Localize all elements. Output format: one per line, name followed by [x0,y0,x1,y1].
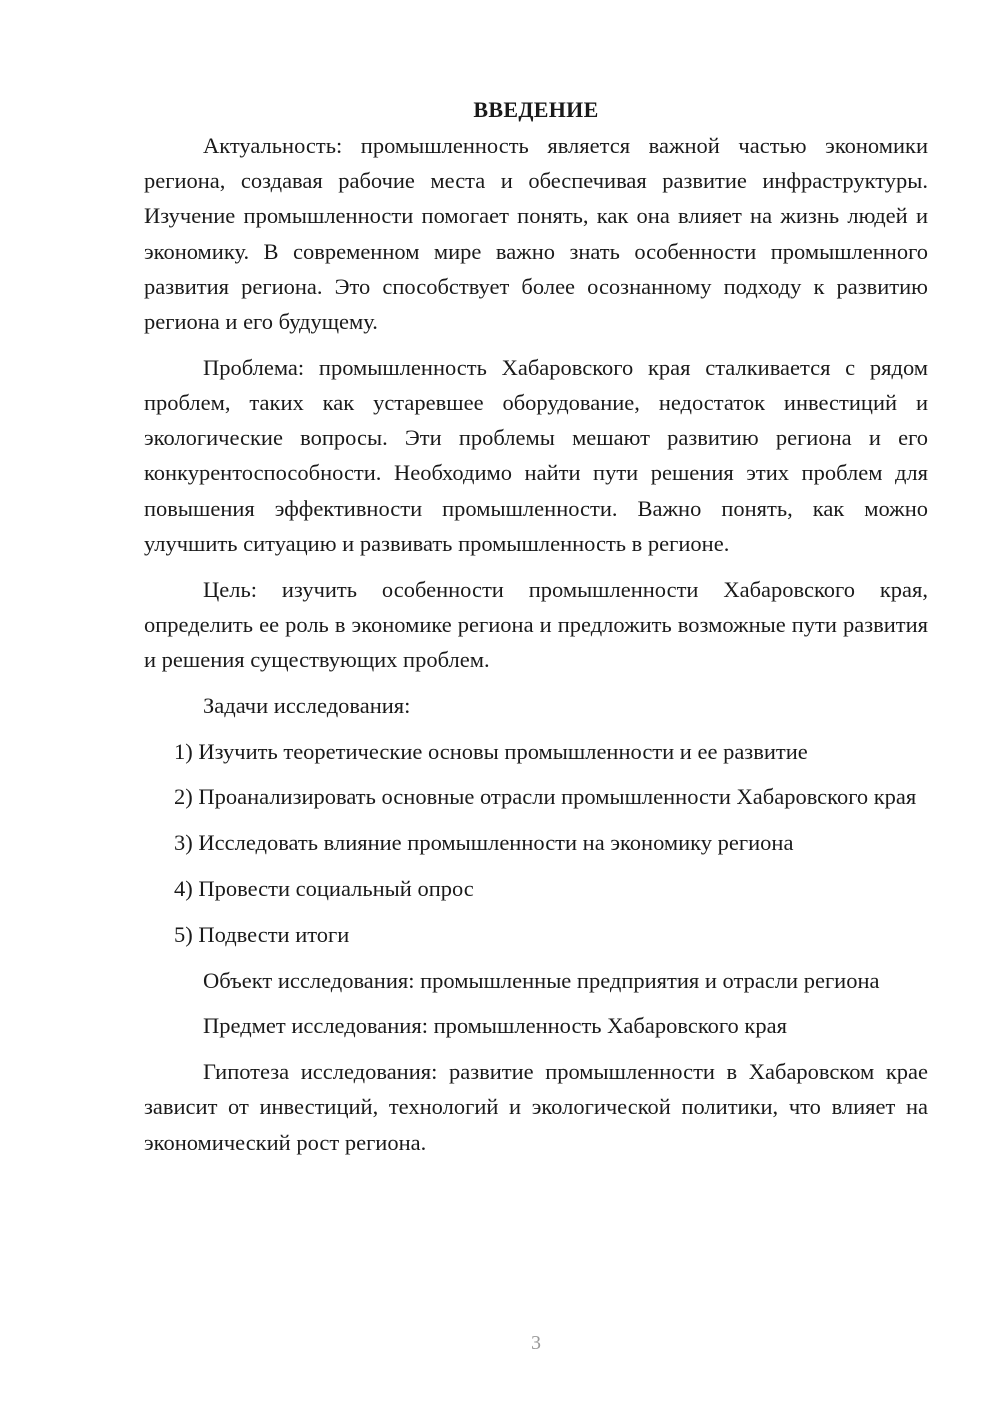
task-item: 5) Подвести итоги [174,921,350,947]
object-paragraph: Объект исследования: промышленные предприятия и отрасли региона [203,967,880,993]
tasks-heading: Задачи исследования: [203,692,411,718]
section-title: ВВЕДЕНИЕ [473,97,599,122]
document-page [144,92,928,1170]
problem-paragraph: Проблема: промышленность Хабаровского края сталкивается с рядом проблем, таких как устаревшее оборудование, недостаток инвестиций и экологические вопросы. Эти проблемы мешают развитию региона и его конкурентоспособности. Необходимо найти пути решения этих проблем для повышения эффективности промышленности. Важно понять, как можно улучшить ситуацию и развивать промышленность в регионе. [144,354,928,556]
task-item: 3) Исследовать влияние промышленности на экономику региона [174,830,794,856]
relevance-paragraph: Актуальность: промышленность является важной частью экономики региона, создавая рабочие места и обеспечивая развитие инфраструктуры. Изучение промышленности помогает понять, как она влияет на жизнь людей и экономику. В современном мире важно знать особенности промышленного развития региона. Это способствует более осознанному подходу к развитию региона и его будущему. [144,133,928,335]
task-item: 2) Проанализировать основные отрасли промышленности Хабаровского края [174,784,917,810]
goal-paragraph: Цель: изучить особенности промышленности Хабаровского края, определить ее роль в экономике региона и предложить возможные пути развития и решения существующих проблем. [144,576,928,673]
subject-paragraph: Предмет исследования: промышленность Хабаровского края [203,1013,787,1039]
page-number: 3 [531,1332,541,1354]
task-item: 4) Провести социальный опрос [174,876,474,902]
task-item: 1) Изучить теоретические основы промышленности и ее развитие [174,738,808,764]
hypothesis-paragraph: Гипотеза исследования: развитие промышленности в Хабаровском крае зависит от инвестиций, технологий и экологической политики, что влияет на экономический рост региона. [144,1059,928,1155]
